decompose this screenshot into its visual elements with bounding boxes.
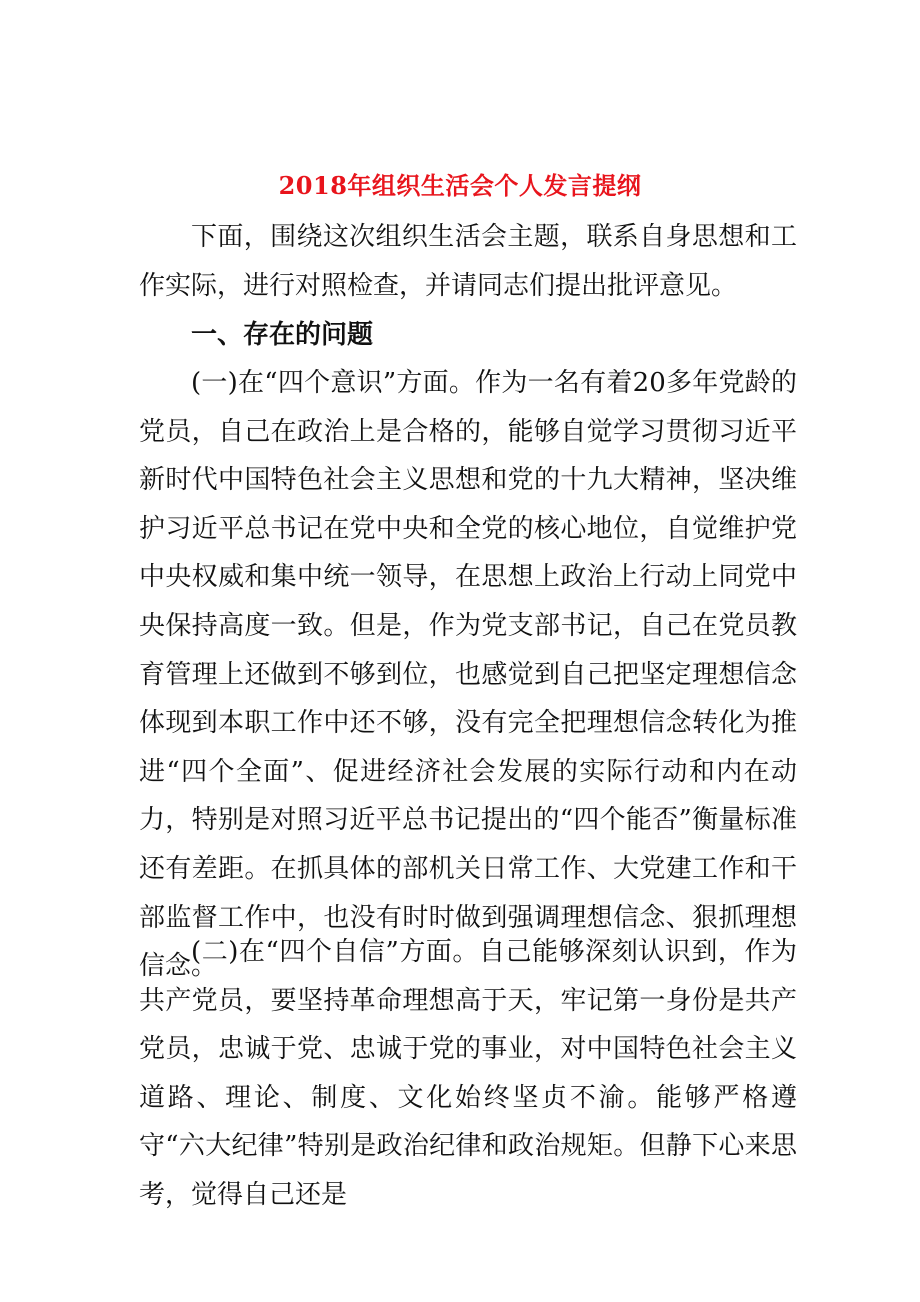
paragraph-four-consciousness: (一)在“四个意识”方面。作为一名有着20多年党龄的党员，自己在政治上是合格的，能够自觉学习贯彻习近平新时代中国特色社会主义思想和党的十九大精神，坚决维护习近平总书记在党中央和全党的核心地位，自觉维护党中央权威和集中统一领导，在思想上政治上行动上同党中央保持高度一致。但是，作为党支部书记，自己在党员教育管理上还做到不够到位，也感觉到自己把坚定理想信念体现到本职工作中还不够，没有完全把理想信念转化为推进“四个全面”、促进经济社会发展的实际行动和内在动力，特别是对照习近平总书记提出的“四个能否”衡量标准还有差距。在抓具体的部机关日常工作、大党建工作和干部监督工作中，也没有时时做到强调理想信念、狠抓理想信念。: [139, 368, 797, 982]
section-heading: 一、存在的问题: [191, 320, 374, 350]
intro-paragraph: 下面，围绕这次组织生活会主题，联系自身思想和工作实际，进行对照检查，并请同志们提出批评意见。: [139, 222, 797, 301]
paragraph-four-confidences: (二)在“四个自信”方面。自己能够深刻认识到，作为共产党员，要坚持革命理想高于天，牢记第一身份是共产党员，忠诚于党、忠诚于党的事业，对中国特色社会主义道路、理论、制度、文化始终坚贞不渝。能够严格遵守“六大纪律”特别是政治纪律和政治规矩。但静下心来思考，觉得自己还是: [139, 937, 797, 1210]
document-title: 2018年组织生活会个人发言提纲: [278, 171, 642, 200]
